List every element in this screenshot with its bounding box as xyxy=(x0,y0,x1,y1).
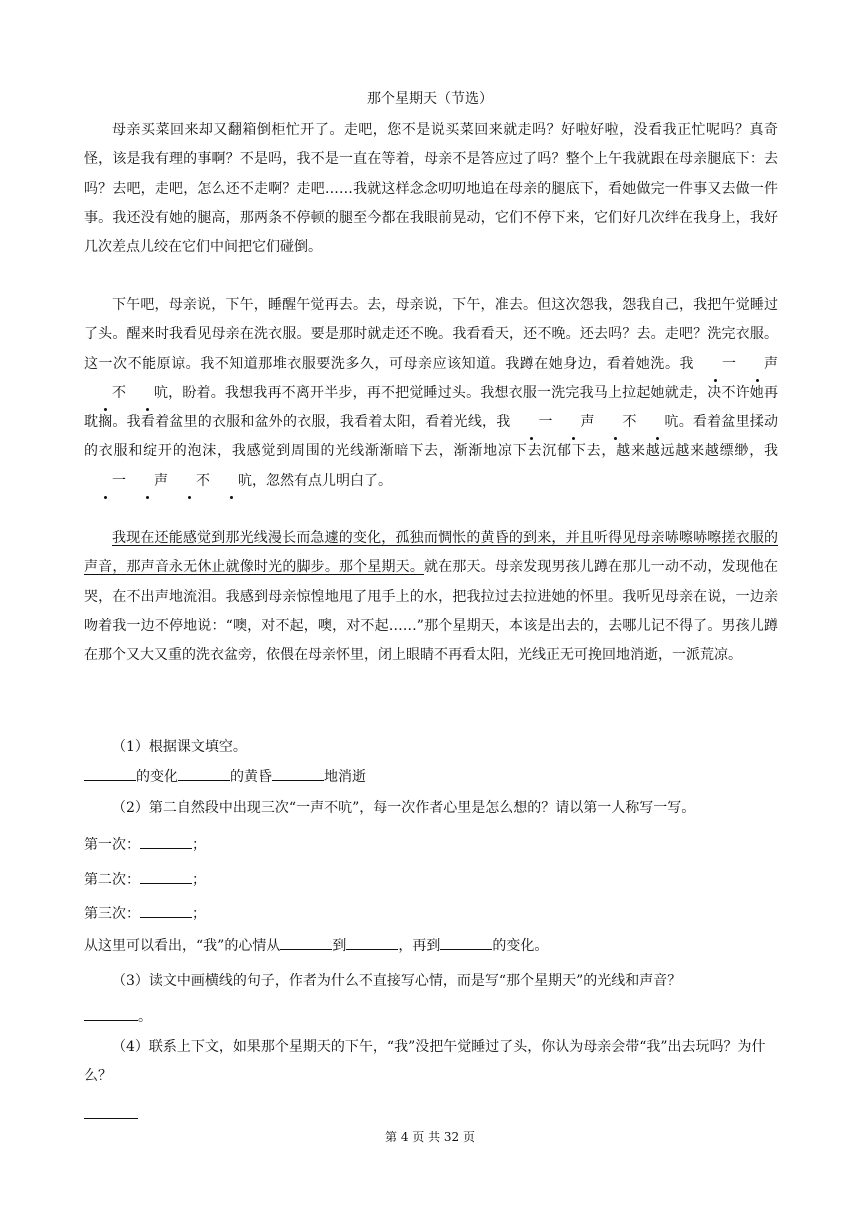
blank-suffix-2: 的黄昏 xyxy=(230,769,272,785)
answer-blank[interactable] xyxy=(140,869,192,884)
paragraph-2-text-b: ，盼着。我想我再不离开半步，再不把觉睡过头。我想衣服一洗完我马上拉起她就走，决不许她再耽搁。我看着盆里的衣服和盆外的衣服，我看着太阳，看着光线，我 xyxy=(84,384,778,431)
emphasis-char: 不 xyxy=(84,379,126,408)
answer-blank[interactable] xyxy=(84,1104,138,1119)
emphasized-phrase-3 xyxy=(84,473,252,489)
paragraph-2 xyxy=(84,291,778,496)
answer-blank[interactable] xyxy=(84,766,136,781)
semicolon: ； xyxy=(192,872,206,888)
paragraph-2-text-a: 下午吧，母亲说，下午，睡醒午觉再去。去，母亲说，下午，准去。但这次怨我，怨我自己，我把午觉睡过了头。醒来时我看见母亲在洗衣服。要是那时就走还不晚。我看看天，还不晚。还去吗？去。走吧？洗完衣服。这一次不能原谅。我不知道那堆衣服要洗多久，可母亲应该知道。我蹲在她身边，看着她洗。我 xyxy=(84,297,778,372)
first-label: 第一次： xyxy=(84,837,140,853)
answer-blank[interactable] xyxy=(280,935,332,950)
second-label: 第二次： xyxy=(84,872,140,888)
question-1-label: （1）根据课文填空。 xyxy=(112,739,247,755)
summary-text-a: 从这里可以看出，“我”的心情从 xyxy=(84,938,281,954)
paragraph-3-text: 就在那天。母亲发现男孩儿蹲在那儿一动不动，发现他在哭，在不出声地流泪。我感到母亲惊惶地甩了甩手上的水，把我拉过去拉进她的怀里。我听见母亲在说，一边亲吻着我一边不停地说：“噢，对不起，噢，对不起……”那个星期天，本该是出去的，去哪儿记不得了。男孩儿蹲在那个又大又重的洗衣盆旁，依偎在母亲怀里，闭上眼睛不再看太阳，光线正无可挽回地消逝，一派荒凉。 xyxy=(84,559,778,664)
answer-blank[interactable] xyxy=(140,903,192,918)
underlined-sentence: 我现在还能感觉到那光线漫长而急遽的变化，孤独而惆怅的黄昏的到来，并且听得见母亲哧嚓哧嚓搓衣服的声音，那声音永无休止就像时光的脚步。那个星期天。 xyxy=(84,530,778,576)
summary-text-d: 的变化。 xyxy=(492,938,549,954)
answer-blank[interactable] xyxy=(272,766,324,781)
question-3-label: （3）读文中画横线的句子，作者为什么不直接写心情，而是写“那个星期天”的光线和声音？ xyxy=(112,973,682,989)
paragraph-2-text-d: ，忽然有点儿明白了。 xyxy=(252,472,392,489)
paragraph-3 xyxy=(84,524,778,670)
emphasis-char: 吭 xyxy=(210,467,252,496)
summary-text-c: ，再到 xyxy=(398,938,441,954)
answer-blank[interactable] xyxy=(140,834,192,849)
paragraph-1: 母亲买菜回来却又翻箱倒柜忙开了。走吧，您不是说买菜回来就走吗？好啦好啦，没看我正忙呢吗？真奇怪，该是我有理的事啊？不是吗，我不是一直在等着，母亲不是答应过了吗？整个上午我就跟在母亲腿底下：去吗？去吧，走吧，怎么还不走啊？走吧……我就这样念念叨叨地追在母亲的腿底下，看她做完一件事又去做一件事。我还没有她的腿高，那两条不停顿的腿至今都在我眼前晃动，它们不停下来，它们好几次绊在我身上，我好几次差点儿绞在它们中间把它们碰倒。 xyxy=(84,122,778,256)
question-3-answer xyxy=(84,1006,778,1027)
emphasis-char: 一 xyxy=(84,467,126,496)
answer-blank[interactable] xyxy=(440,935,492,950)
semicolon: ； xyxy=(192,837,206,853)
emphasis-char: 不 xyxy=(168,467,210,496)
blank-suffix-1: 的变化 xyxy=(136,769,178,785)
period: 。 xyxy=(138,1009,152,1025)
third-label: 第三次： xyxy=(84,906,140,922)
question-1-blanks xyxy=(84,766,778,787)
answer-blank[interactable] xyxy=(178,766,230,781)
emphasis-char: 声 xyxy=(736,350,778,379)
blank-suffix-3: 地消逝 xyxy=(324,769,366,785)
emphasis-char: 不 xyxy=(594,408,636,437)
summary-text-b: 到 xyxy=(332,938,347,954)
answer-blank[interactable] xyxy=(84,1006,138,1021)
question-2-first xyxy=(84,834,778,855)
emphasis-char: 声 xyxy=(126,467,168,496)
question-4-answer xyxy=(84,1104,778,1125)
question-2-third xyxy=(84,903,778,924)
paragraph-2-text-c: 。看着盆里揉动的衣服和绽开的泡沫，我感觉到周围的光线渐渐暗下去，渐渐地凉下去沉郁下去，越来越远越来越缥缈，我 xyxy=(84,414,778,460)
emphasis-char: 吭 xyxy=(636,408,678,437)
emphasis-char: 一 xyxy=(510,408,552,437)
page-footer: 第 4 页 共 32 页 xyxy=(385,1130,475,1144)
question-2-summary xyxy=(84,935,778,956)
emphasis-char: 声 xyxy=(552,408,594,437)
emphasis-char: 吭 xyxy=(126,379,168,408)
answer-blank[interactable] xyxy=(346,935,398,950)
emphasized-phrase-2 xyxy=(510,414,678,430)
semicolon: ； xyxy=(192,906,206,922)
passage-title: 那个星期天（节选） xyxy=(367,91,493,107)
emphasis-char: 一 xyxy=(694,350,736,379)
question-2-second xyxy=(84,869,778,890)
question-4-label: （4）联系上下文，如果那个星期天的下午，“我”没把午觉睡过了头，你认为母亲会带“我”出去玩吗？为什么？ xyxy=(84,1039,766,1085)
question-2-label: （2）第二自然段中出现三次“一声不吭”，每一次作者心里是怎么想的？请以第一人称写一写。 xyxy=(112,800,696,816)
